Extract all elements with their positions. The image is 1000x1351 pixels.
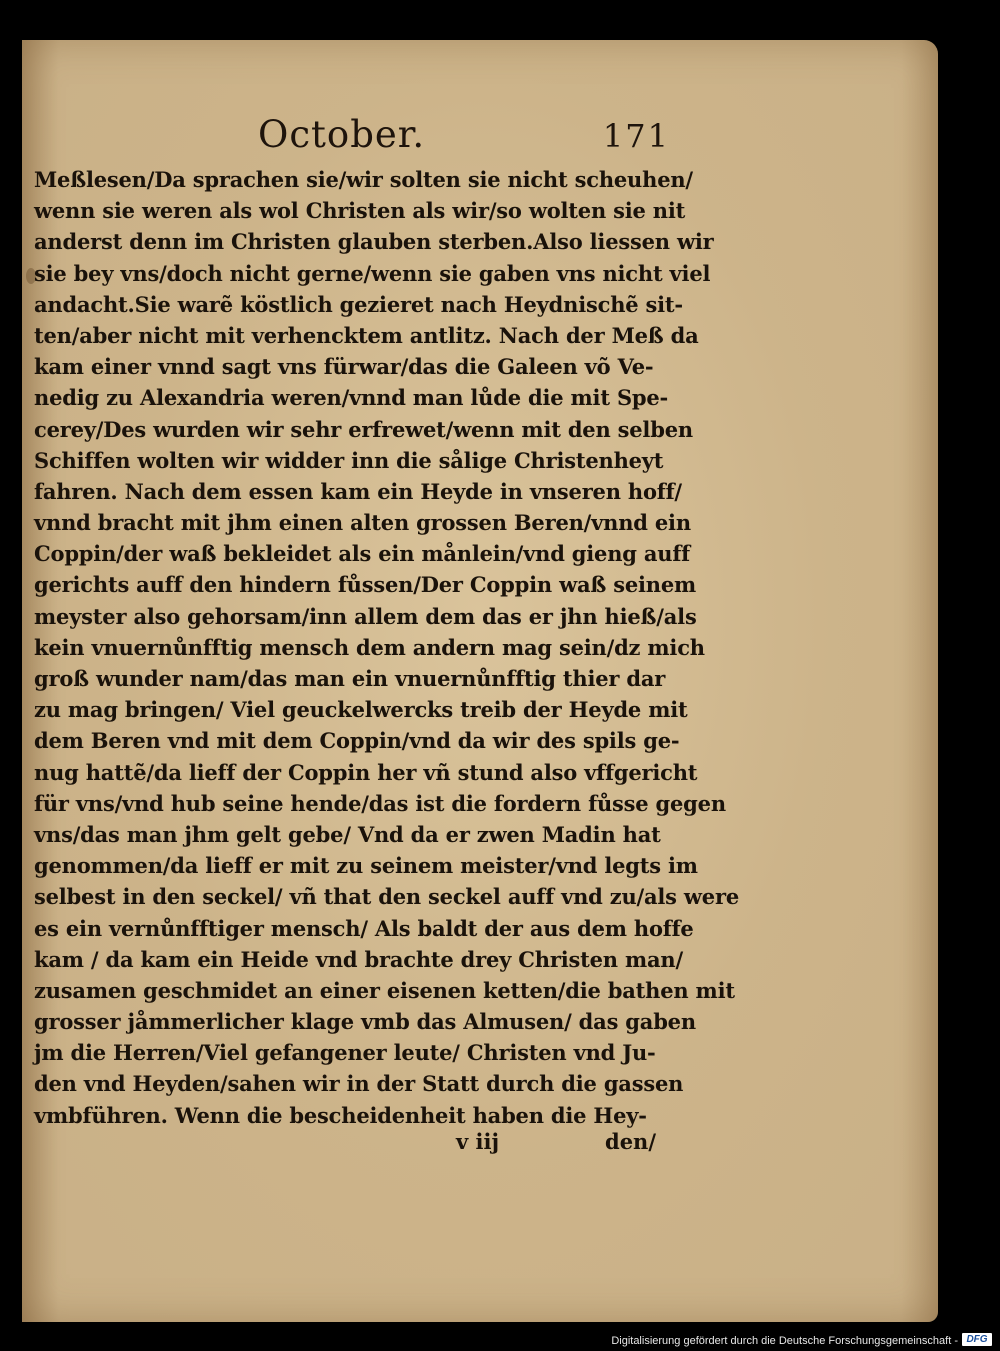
- text-line: Meßlesen/Da sprachen sie/wir solten sie nicht scheuhen/: [34, 167, 693, 192]
- dfg-logo-text: DFG: [966, 1334, 988, 1345]
- text-line: den vnd Heyden/sahen wir in der Statt durch die gassen: [34, 1071, 684, 1097]
- text-line: groß wunder nam/das man ein vnuernůnfftig thier dar: [34, 666, 666, 691]
- text-line: wenn sie weren als wol Christen als wir/so wolten sie nit: [34, 198, 686, 224]
- text-line: selbest in den seckel/ vñ that den seckel auff vnd zu/als were: [34, 884, 739, 910]
- catchword: den/: [605, 1129, 656, 1154]
- folio-number: 171: [602, 117, 670, 155]
- funding-credit: Digitalisierung gefördert durch die Deutsche Forschungsgemeinschaft -: [611, 1335, 958, 1347]
- text-line: zu mag bringen/ Viel geuckelwercks treib der Heyde mit: [34, 697, 688, 723]
- text-line: meyster also gehorsam/inn allem dem das er jhn hieß/als: [34, 603, 697, 629]
- text-line: kein vnuernůnfftig mensch dem andern mag sein/dz mich: [34, 634, 705, 660]
- text-line: ten/aber nicht mit verhencktem antlitz. Nach der Meß da: [34, 322, 699, 348]
- text-line: fahren. Nach dem essen kam ein Heyde in vnseren hoff/: [34, 478, 682, 504]
- text-line: nug hattẽ/da lieff der Coppin her vñ stund also vffgericht: [34, 759, 698, 785]
- text-line: anderst denn im Christen glauben sterben.Also liessen wir: [34, 229, 714, 255]
- signature-mark: v iij: [456, 1129, 500, 1154]
- text-line: kam einer vnnd sagt vns fürwar/das die Galeen võ Ve-: [34, 354, 654, 380]
- text-line: kam / da kam ein Heide vnd brachte drey Christen man/: [34, 946, 683, 972]
- text-line: sie bey vns/doch nicht gerne/wenn sie gaben vns nicht viel: [34, 260, 711, 286]
- page-footer-line: [456, 1129, 656, 1161]
- text-line: es ein vernůnfftiger mensch/ Als baldt der aus dem hoffe: [34, 915, 694, 941]
- text-line: grosser jåmmerlicher klage vmb das Almusen/ das gaben: [34, 1009, 696, 1035]
- text-line: vmbführen. Wenn die bescheidenheit haben die Hey-: [34, 1102, 647, 1128]
- digitization-footer: [0, 1327, 1000, 1351]
- text-line: vnnd bracht mit jhm einen alten grossen Beren/vnnd ein: [34, 510, 691, 536]
- page-header: [258, 113, 670, 159]
- text-line: cerey/Des wurden wir sehr erfrewet/wenn mit den selben: [34, 416, 693, 442]
- text-line: jm die Herren/Viel gefangener leute/ Christen vnd Ju-: [34, 1040, 656, 1066]
- text-line: andacht.Sie warẽ köstlich gezieret nach Heydnischẽ sit-: [34, 291, 683, 317]
- text-line: Coppin/der waß bekleidet als ein månlein/vnd gieng auff: [34, 541, 691, 567]
- text-line: genommen/da lieff er mit zu seinem meister/vnd legts im: [34, 853, 698, 879]
- dfg-logo: [962, 1333, 992, 1346]
- text-line: dem Beren vnd mit dem Coppin/vnd da wir des spils ge-: [34, 728, 680, 754]
- text-line: für vns/vnd hub seine hende/das ist die fordern fůsse gegen: [34, 790, 726, 816]
- text-line: vns/das man jhm gelt gebe/ Vnd da er zwen Madin hat: [34, 821, 661, 847]
- text-line: gerichts auff den hindern fůssen/Der Coppin waß seinem: [34, 572, 697, 598]
- body-text: [34, 164, 739, 1131]
- text-line: nedig zu Alexandria weren/vnnd man lůde die mit Spe-: [34, 385, 669, 411]
- running-title: October.: [258, 113, 426, 156]
- text-line: Schiffen wolten wir widder inn die sålige Christenheyt: [34, 447, 664, 473]
- text-line: zusamen geschmidet an einer eisenen ketten/die bathen mit: [34, 977, 735, 1003]
